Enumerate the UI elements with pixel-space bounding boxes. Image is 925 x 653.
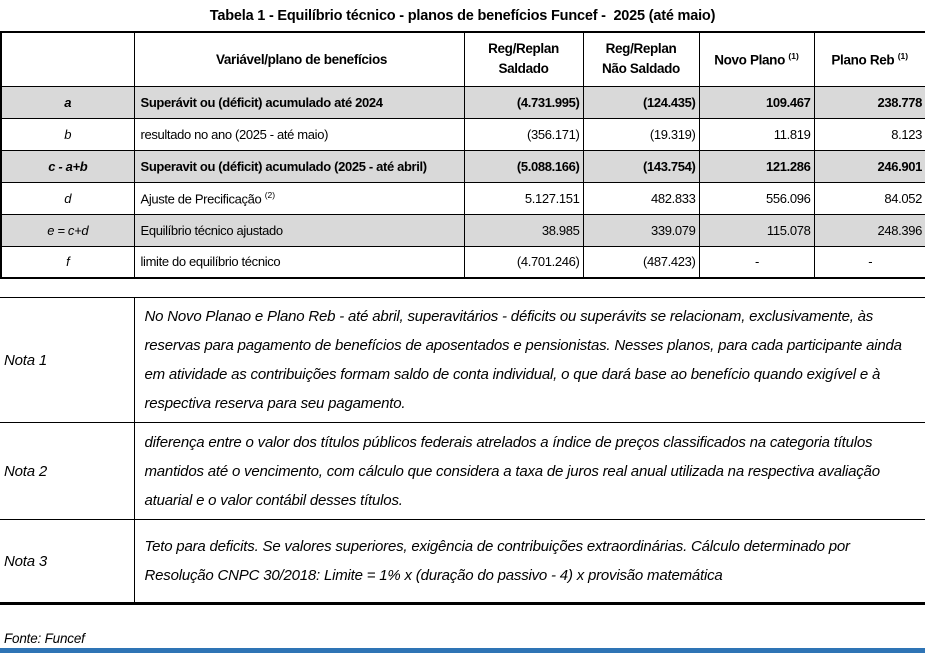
value-cell: 248.396 <box>814 214 925 246</box>
value-cell: (19.319) <box>583 118 699 150</box>
corner-cell <box>1 32 134 86</box>
note-label: Nota 1 <box>0 298 134 423</box>
note-row <box>0 423 925 520</box>
footnote-ref: (1) <box>788 51 799 61</box>
table-row <box>1 150 925 182</box>
footnote-ref: (1) <box>897 51 909 61</box>
value-cell: (4.701.246) <box>464 246 583 278</box>
value-cell: (356.171) <box>464 118 583 150</box>
value-cell: (5.088.166) <box>464 150 583 182</box>
note-label: Nota 3 <box>0 520 134 604</box>
value-cell: 238.778 <box>814 86 925 118</box>
variable-header: Variável/plano de benefícios <box>134 32 464 86</box>
row-id-cell: f <box>1 246 134 278</box>
row-label-cell: Superávit ou (déficit) acumulado até 2024 <box>134 86 464 118</box>
row-id-cell: c - a+b <box>1 150 134 182</box>
bottom-bar <box>0 648 925 653</box>
value-cell: 84.052 <box>814 182 925 214</box>
row-id-cell: d <box>1 182 134 214</box>
value-cell: 556.096 <box>699 182 814 214</box>
row-id-cell: e = c+d <box>1 214 134 246</box>
table-row <box>1 118 925 150</box>
note-text: Teto para deficits. Se valores superiores, exigência de contribuições extraordinárias. Cálculo determinado por Resolução CNPC 30/2018: Limite = 1% x (duração do passivo - 4) x provisão matemática <box>134 520 925 604</box>
value-cell: 5.127.151 <box>464 182 583 214</box>
row-id-cell: a <box>1 86 134 118</box>
value-cell: 121.286 <box>699 150 814 182</box>
footnote-ref: (2) <box>264 189 276 200</box>
row-label-cell: Equilíbrio técnico ajustado <box>134 214 464 246</box>
table-row <box>1 246 925 278</box>
value-cell: 11.819 <box>699 118 814 150</box>
note-text: diferença entre o valor dos títulos públicos federais atrelados a índice de preços classificados na categoria títulos mantidos até o vencimento, com cálculo que considera a taxa de juros real anual utilizada na respectiva avaliação atuarial e o valor contábil desses títulos. <box>134 423 925 520</box>
source-line: Fonte: Funcef <box>4 631 85 646</box>
value-cell: (4.731.995) <box>464 86 583 118</box>
note-label: Nota 2 <box>0 423 134 520</box>
col-header-reg-replan-nao-saldado: Reg/Replan Não Saldado <box>583 32 699 86</box>
value-cell: 339.079 <box>583 214 699 246</box>
equilibrio-tecnico-table <box>0 31 925 279</box>
table-row <box>1 214 925 246</box>
header-row <box>1 32 925 86</box>
row-id-cell: b <box>1 118 134 150</box>
note-row <box>0 520 925 604</box>
value-cell: 38.985 <box>464 214 583 246</box>
note-text: No Novo Planao e Plano Reb - até abril, superavitários - déficits ou superávits se relacionam, exclusivamente, às reservas para pagamento de benefícios de aposentados e pensionistas. Nesses planos, para cada participante ainda em atividade as contribuições formam saldo de conta individual, o que dará base ao benefício quando exigível e à respectiva reserva para seu pagamento. <box>134 298 925 423</box>
table-row <box>1 86 925 118</box>
row-label-cell: resultado no ano (2025 - até maio) <box>134 118 464 150</box>
value-cell: - <box>699 246 814 278</box>
page-title: Tabela 1 - Equilíbrio técnico - planos de benefícios Funcef - 2025 (até maio) <box>209 8 716 24</box>
notes-table <box>0 297 925 605</box>
value-cell: 246.901 <box>814 150 925 182</box>
value-cell: (143.754) <box>583 150 699 182</box>
row-label-cell: limite do equilíbrio técnico <box>134 246 464 278</box>
row-label-cell: Ajuste de Precificação $^{(2)}$ <box>134 182 464 214</box>
col-header-plano-reb: Plano Reb $^{(1)}$ <box>814 32 925 86</box>
col-header-novo-plano: Novo Plano $^{(1)}$ <box>699 32 814 86</box>
note-row <box>0 298 925 423</box>
col-header-reg-replan-saldado: Reg/Replan Saldado <box>464 32 583 86</box>
row-label-cell: Superavit ou (déficit) acumulado (2025 - até abril) <box>134 150 464 182</box>
value-cell: 109.467 <box>699 86 814 118</box>
value-cell: 482.833 <box>583 182 699 214</box>
value-cell: (487.423) <box>583 246 699 278</box>
table-row <box>1 182 925 214</box>
value-cell: 115.078 <box>699 214 814 246</box>
value-cell: 8.123 <box>814 118 925 150</box>
value-cell: (124.435) <box>583 86 699 118</box>
value-cell: - <box>814 246 925 278</box>
